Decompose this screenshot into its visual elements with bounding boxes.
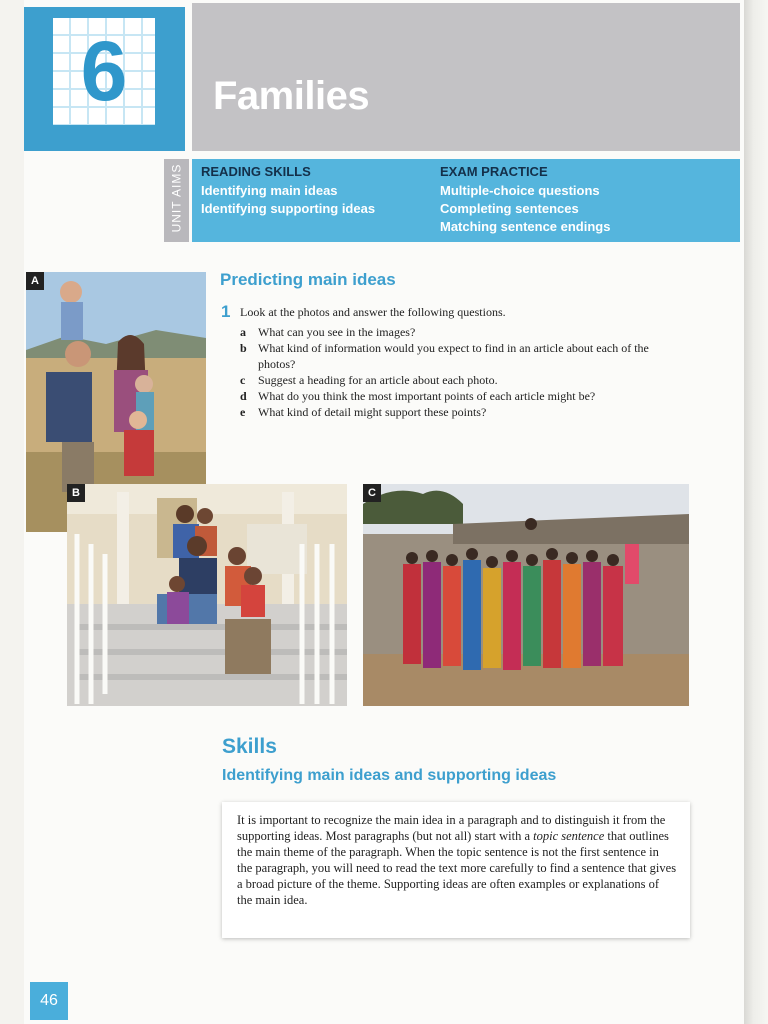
predicting-main-ideas-title: Predicting main ideas [220, 270, 396, 289]
photo-c-image [363, 484, 689, 706]
question-letter: a [240, 325, 246, 339]
question-text: What do you think the most important points of each article might be? [258, 389, 596, 403]
question-text: What can you see in the images? [258, 325, 416, 339]
page-number: 46 [30, 982, 68, 1020]
unit-number-block [24, 7, 185, 151]
photo-c-tribal-group [363, 484, 689, 706]
question-number: 1 [221, 302, 231, 321]
photo-b-image [67, 484, 347, 706]
photo-c-label: C [363, 484, 381, 502]
page-edge-shadow [744, 0, 768, 1024]
exam-practice-item: Completing sentences [440, 201, 579, 216]
question-intro: Look at the photos and answer the following questions. [240, 305, 506, 319]
skills-text-part: It is important to recognize the main idea in a paragraph and to distinguish it from the supporting ideas. Most paragraphs (but not all) start with a [237, 813, 666, 843]
skills-text-italic: topic sentence [533, 829, 605, 843]
reading-skills-column [201, 164, 375, 218]
reading-skill-item: Identifying supporting ideas [201, 201, 376, 216]
photo-a-label: A [26, 272, 44, 290]
question-list [240, 324, 670, 420]
skills-title: Skills [222, 735, 277, 758]
unit-number-box [53, 18, 155, 125]
skills-box [222, 802, 690, 938]
photo-b-family-porch [67, 484, 347, 706]
skills-text [237, 812, 677, 908]
question-item [240, 388, 670, 404]
exam-practice-item: Matching sentence endings [440, 219, 611, 234]
question-item [240, 324, 670, 340]
question-item [240, 404, 670, 420]
exam-practice-item: Multiple-choice questions [440, 183, 600, 198]
photo-b-label: B [67, 484, 85, 502]
unit-title: Families [213, 74, 370, 118]
title-block [192, 3, 740, 151]
question-text: What kind of information would you expect to find in an article about each of the photos? [258, 341, 649, 371]
skills-text-part: that outlines the main theme of the paragraph. When the topic sentence is not the first sentence in the paragraph, you will need to read the text more carefully to find a sentence that gives a broad picture of the theme. Supporting ideas are often examples or explanations of the main idea. [237, 829, 677, 907]
question-text: What kind of detail might support these points? [258, 405, 487, 419]
question-text: Suggest a heading for an article about each photo. [258, 373, 498, 387]
skills-subtitle: Identifying main ideas and supporting ideas [222, 767, 557, 784]
exam-practice-heading: EXAM PRACTICE [440, 164, 548, 179]
unit-aims-label: UNIT AIMS [169, 163, 184, 233]
unit-number: 6 [80, 24, 128, 118]
reading-skills-heading: READING SKILLS [201, 164, 311, 179]
question-letter: e [240, 405, 246, 419]
question-item [240, 372, 670, 388]
question-letter: d [240, 389, 247, 403]
question-letter: c [240, 373, 246, 387]
unit-aims-panel [192, 159, 740, 242]
reading-skill-item: Identifying main ideas [201, 183, 338, 198]
exam-practice-column [440, 164, 610, 236]
question-item [240, 340, 670, 372]
unit-aims-tab [164, 159, 189, 242]
question-letter: b [240, 341, 247, 355]
